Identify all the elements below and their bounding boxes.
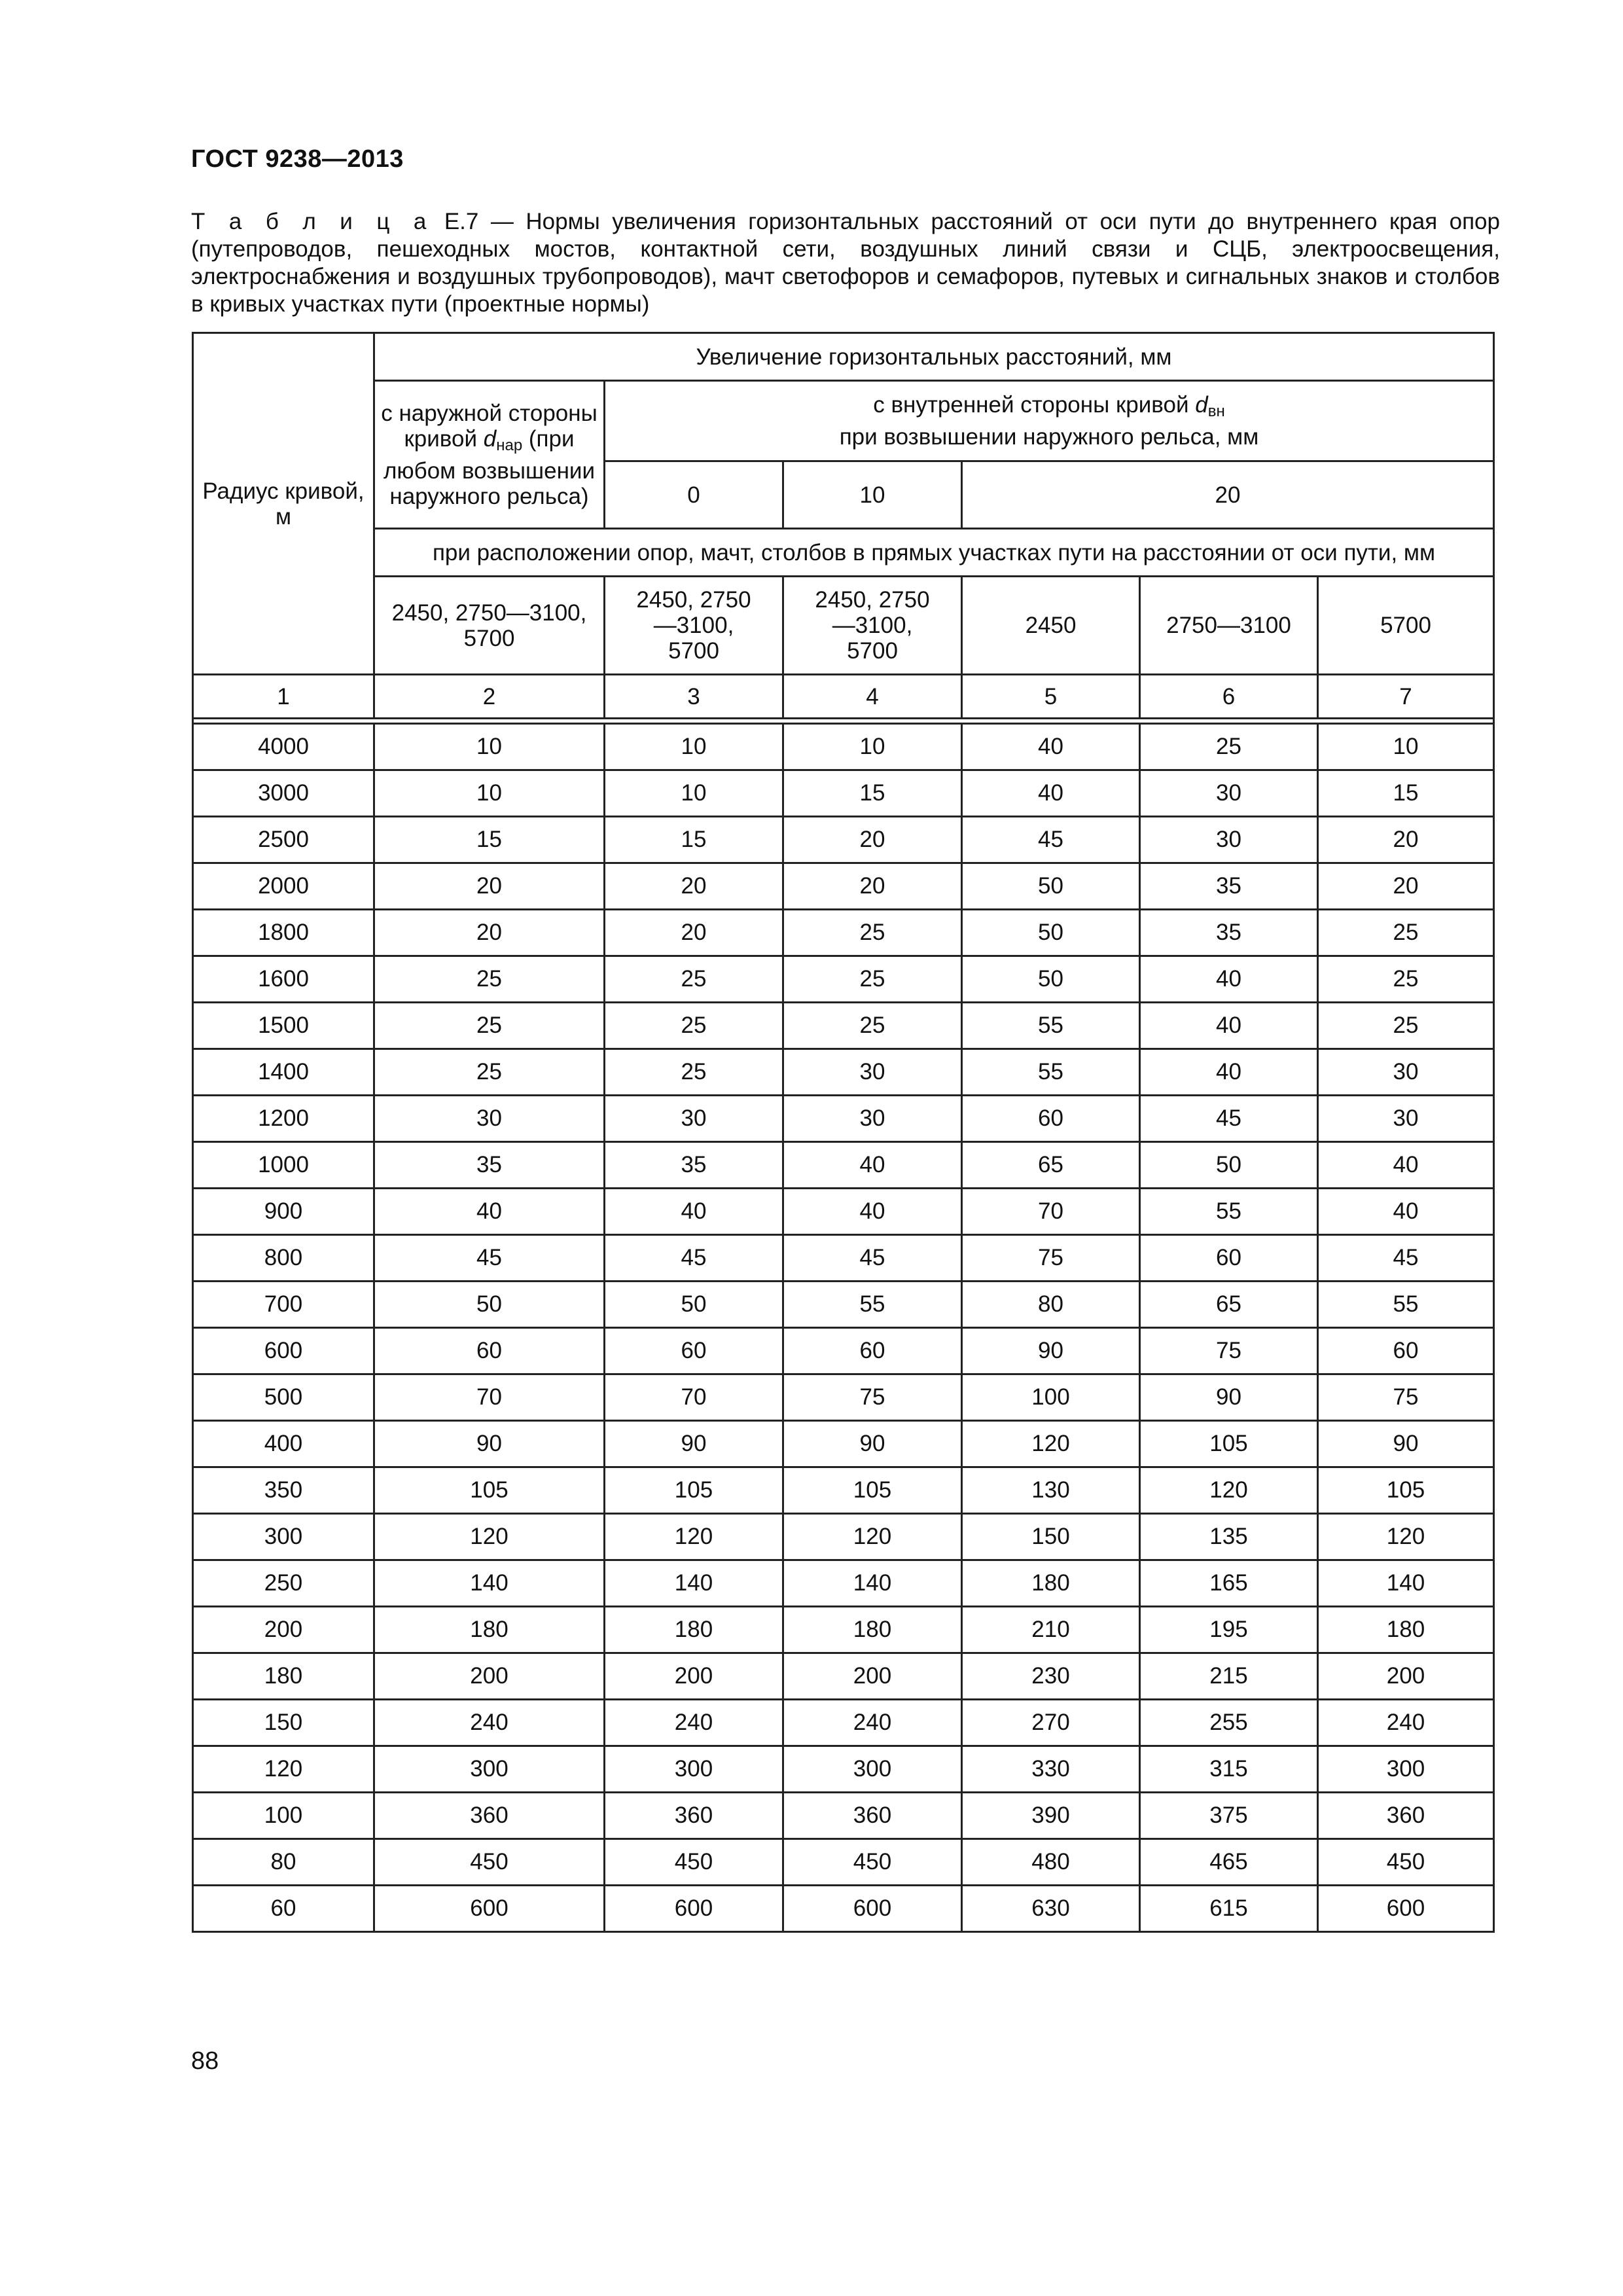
value-cell: 25 (605, 956, 783, 1003)
value-cell: 60 (1318, 1328, 1494, 1374)
value-cell: 120 (962, 1421, 1140, 1467)
value-cell: 120 (783, 1514, 962, 1560)
value-cell: 180 (783, 1607, 962, 1653)
value-cell: 600 (374, 1886, 605, 1932)
value-cell: 75 (1318, 1374, 1494, 1421)
table-row (193, 1421, 1494, 1467)
radius-cell: 80 (193, 1839, 374, 1886)
table-row (193, 1607, 1494, 1653)
value-cell: 50 (374, 1282, 605, 1328)
table-row (193, 1793, 1494, 1839)
value-cell: 615 (1140, 1886, 1318, 1932)
elevation-0: 0 (605, 461, 783, 529)
value-cell: 465 (1140, 1839, 1318, 1886)
radius-cell: 300 (193, 1514, 374, 1560)
norms-table (192, 332, 1495, 1933)
value-cell: 10 (605, 724, 783, 770)
value-cell: 330 (962, 1746, 1140, 1793)
column-number: 2 (374, 675, 605, 719)
table-row (193, 1839, 1494, 1886)
value-cell: 450 (605, 1839, 783, 1886)
value-cell: 75 (962, 1235, 1140, 1282)
value-cell: 120 (374, 1514, 605, 1560)
page-number: 88 (191, 2047, 219, 2075)
value-cell: 55 (1318, 1282, 1494, 1328)
value-cell: 15 (783, 770, 962, 817)
value-cell: 25 (374, 1003, 605, 1049)
distance-col-7: 5700 (1318, 577, 1494, 675)
distance-col-5: 2450 (962, 577, 1140, 675)
value-cell: 65 (962, 1142, 1140, 1189)
value-cell: 40 (1140, 1003, 1318, 1049)
value-cell: 30 (783, 1096, 962, 1142)
radius-cell: 1500 (193, 1003, 374, 1049)
distance-col-4: 2450, 2750—3100, 5700 (783, 577, 962, 675)
radius-cell: 2500 (193, 817, 374, 863)
value-cell: 30 (605, 1096, 783, 1142)
radius-cell: 60 (193, 1886, 374, 1932)
value-cell: 100 (962, 1374, 1140, 1421)
increase-header: Увеличение горизонтальных расстояний, мм (374, 333, 1494, 381)
radius-cell: 700 (193, 1282, 374, 1328)
radius-cell: 350 (193, 1467, 374, 1514)
table-row (193, 1467, 1494, 1514)
value-cell: 50 (605, 1282, 783, 1328)
value-cell: 25 (374, 1049, 605, 1096)
value-cell: 40 (1140, 956, 1318, 1003)
radius-cell: 250 (193, 1560, 374, 1607)
table-row (193, 1328, 1494, 1374)
value-cell: 90 (1318, 1421, 1494, 1467)
value-cell: 90 (605, 1421, 783, 1467)
table-row (193, 1235, 1494, 1282)
value-cell: 50 (1140, 1142, 1318, 1189)
value-cell: 20 (374, 910, 605, 956)
value-cell: 45 (374, 1235, 605, 1282)
value-cell: 35 (605, 1142, 783, 1189)
value-cell: 105 (1140, 1421, 1318, 1467)
value-cell: 180 (374, 1607, 605, 1653)
radius-cell: 150 (193, 1700, 374, 1746)
table-row (193, 863, 1494, 910)
value-cell: 25 (374, 956, 605, 1003)
radius-cell: 600 (193, 1328, 374, 1374)
value-cell: 180 (605, 1607, 783, 1653)
caption-text: Е.7 — Нормы увеличения горизонтальных расстояний от оси пути до внутреннего края опор (путепроводов, пешеходных мостов, контактной сети, воздушных линий связи и СЦБ, электроосвещения, электроснабжения и воздушных трубопроводов), мачт светофоров и семафоров, путевых и сигнальных знаков и столбов в кривых участках пути (проектные нормы) (191, 209, 1500, 317)
value-cell: 180 (1318, 1607, 1494, 1653)
radius-header: Радиус кривой, м (193, 333, 374, 675)
value-cell: 90 (1140, 1374, 1318, 1421)
column-number: 3 (605, 675, 783, 719)
table-row (193, 1142, 1494, 1189)
value-cell: 70 (962, 1189, 1140, 1235)
value-cell: 30 (1140, 817, 1318, 863)
value-cell: 55 (962, 1049, 1140, 1096)
outer-side-pre: с наружной стороны кривой (381, 400, 597, 452)
value-cell: 120 (1318, 1514, 1494, 1560)
value-cell: 600 (1318, 1886, 1494, 1932)
value-cell: 40 (374, 1189, 605, 1235)
value-cell: 600 (605, 1886, 783, 1932)
distance-col-3: 2450, 2750—3100, 5700 (605, 577, 783, 675)
table-row (193, 1189, 1494, 1235)
value-cell: 15 (605, 817, 783, 863)
value-cell: 360 (374, 1793, 605, 1839)
value-cell: 130 (962, 1467, 1140, 1514)
radius-cell: 4000 (193, 724, 374, 770)
value-cell: 240 (1318, 1700, 1494, 1746)
value-cell: 450 (783, 1839, 962, 1886)
value-cell: 15 (1318, 770, 1494, 817)
value-cell: 375 (1140, 1793, 1318, 1839)
value-cell: 105 (374, 1467, 605, 1514)
inner-d: d (1195, 392, 1208, 418)
outer-side-post: (при любом возвышении наружного рельса) (383, 425, 595, 509)
value-cell: 120 (1140, 1467, 1318, 1514)
value-cell: 390 (962, 1793, 1140, 1839)
value-cell: 300 (374, 1746, 605, 1793)
value-cell: 40 (783, 1189, 962, 1235)
table-row (193, 1700, 1494, 1746)
distance-col-6: 2750—3100 (1140, 577, 1318, 675)
outer-d: d (483, 425, 497, 452)
value-cell: 35 (1140, 910, 1318, 956)
radius-cell: 120 (193, 1746, 374, 1793)
value-cell: 50 (962, 910, 1140, 956)
value-cell: 45 (605, 1235, 783, 1282)
value-cell: 40 (605, 1189, 783, 1235)
value-cell: 10 (605, 770, 783, 817)
value-cell: 200 (374, 1653, 605, 1700)
location-header: при расположении опор, мачт, столбов в прямых участках пути на расстоянии от оси пути, мм (374, 529, 1494, 577)
table-row (193, 910, 1494, 956)
value-cell: 25 (1318, 1003, 1494, 1049)
value-cell: 200 (605, 1653, 783, 1700)
value-cell: 40 (1318, 1189, 1494, 1235)
value-cell: 360 (783, 1793, 962, 1839)
table-row (193, 724, 1494, 770)
column-number: 4 (783, 675, 962, 719)
value-cell: 135 (1140, 1514, 1318, 1560)
table-caption (191, 208, 1500, 318)
value-cell: 120 (605, 1514, 783, 1560)
value-cell: 30 (1140, 770, 1318, 817)
value-cell: 90 (962, 1328, 1140, 1374)
value-cell: 90 (374, 1421, 605, 1467)
value-cell: 255 (1140, 1700, 1318, 1746)
value-cell: 10 (1318, 724, 1494, 770)
table-row (193, 817, 1494, 863)
value-cell: 25 (783, 1003, 962, 1049)
value-cell: 25 (1318, 910, 1494, 956)
table-row (193, 1374, 1494, 1421)
inner-side-header (605, 381, 1494, 461)
value-cell: 25 (605, 1003, 783, 1049)
radius-cell: 500 (193, 1374, 374, 1421)
value-cell: 15 (374, 817, 605, 863)
outer-sub: нар (496, 436, 523, 454)
value-cell: 40 (1140, 1049, 1318, 1096)
value-cell: 230 (962, 1653, 1140, 1700)
value-cell: 45 (962, 817, 1140, 863)
table-row (193, 956, 1494, 1003)
value-cell: 450 (374, 1839, 605, 1886)
radius-cell: 1000 (193, 1142, 374, 1189)
value-cell: 240 (605, 1700, 783, 1746)
value-cell: 50 (962, 863, 1140, 910)
value-cell: 80 (962, 1282, 1140, 1328)
value-cell: 30 (783, 1049, 962, 1096)
value-cell: 45 (783, 1235, 962, 1282)
radius-cell: 1600 (193, 956, 374, 1003)
table-row (193, 1003, 1494, 1049)
table-row (193, 1514, 1494, 1560)
value-cell: 240 (783, 1700, 962, 1746)
outer-side-header (374, 381, 605, 529)
table-row (193, 770, 1494, 817)
value-cell: 25 (783, 910, 962, 956)
table-row (193, 1560, 1494, 1607)
value-cell: 30 (1318, 1049, 1494, 1096)
column-number: 1 (193, 675, 374, 719)
value-cell: 20 (1318, 817, 1494, 863)
value-cell: 450 (1318, 1839, 1494, 1886)
value-cell: 60 (605, 1328, 783, 1374)
value-cell: 20 (605, 863, 783, 910)
radius-cell: 100 (193, 1793, 374, 1839)
value-cell: 180 (962, 1560, 1140, 1607)
value-cell: 480 (962, 1839, 1140, 1886)
value-cell: 215 (1140, 1653, 1318, 1700)
value-cell: 60 (962, 1096, 1140, 1142)
value-cell: 200 (783, 1653, 962, 1700)
value-cell: 30 (1318, 1096, 1494, 1142)
value-cell: 70 (374, 1374, 605, 1421)
value-cell: 210 (962, 1607, 1140, 1653)
value-cell: 25 (1140, 724, 1318, 770)
value-cell: 20 (1318, 863, 1494, 910)
value-cell: 40 (962, 724, 1140, 770)
value-cell: 140 (374, 1560, 605, 1607)
value-cell: 140 (605, 1560, 783, 1607)
value-cell: 65 (1140, 1282, 1318, 1328)
radius-cell: 2000 (193, 863, 374, 910)
value-cell: 40 (962, 770, 1140, 817)
table-row (193, 1049, 1494, 1096)
value-cell: 40 (783, 1142, 962, 1189)
value-cell: 30 (374, 1096, 605, 1142)
radius-cell: 200 (193, 1607, 374, 1653)
radius-cell: 1400 (193, 1049, 374, 1096)
value-cell: 360 (1318, 1793, 1494, 1839)
value-cell: 360 (605, 1793, 783, 1839)
value-cell: 105 (1318, 1467, 1494, 1514)
value-cell: 40 (1318, 1142, 1494, 1189)
inner-side-pre: с внутренней стороны кривой (873, 392, 1189, 418)
inner-side-post: при возвышении наружного рельса, мм (839, 424, 1259, 450)
value-cell: 240 (374, 1700, 605, 1746)
value-cell: 300 (605, 1746, 783, 1793)
value-cell: 60 (374, 1328, 605, 1374)
column-number: 5 (962, 675, 1140, 719)
value-cell: 105 (605, 1467, 783, 1514)
value-cell: 195 (1140, 1607, 1318, 1653)
elevation-10: 10 (783, 461, 962, 529)
radius-cell: 400 (193, 1421, 374, 1467)
value-cell: 25 (783, 956, 962, 1003)
radius-cell: 3000 (193, 770, 374, 817)
value-cell: 75 (783, 1374, 962, 1421)
column-numbers-row (193, 675, 1494, 719)
radius-cell: 1800 (193, 910, 374, 956)
value-cell: 20 (783, 817, 962, 863)
table-row (193, 1282, 1494, 1328)
value-cell: 75 (1140, 1328, 1318, 1374)
value-cell: 50 (962, 956, 1140, 1003)
value-cell: 60 (783, 1328, 962, 1374)
column-number: 6 (1140, 675, 1318, 719)
value-cell: 165 (1140, 1560, 1318, 1607)
value-cell: 55 (1140, 1189, 1318, 1235)
value-cell: 140 (1318, 1560, 1494, 1607)
value-cell: 630 (962, 1886, 1140, 1932)
value-cell: 105 (783, 1467, 962, 1514)
value-cell: 150 (962, 1514, 1140, 1560)
value-cell: 55 (783, 1282, 962, 1328)
value-cell: 315 (1140, 1746, 1318, 1793)
value-cell: 35 (1140, 863, 1318, 910)
table-row (193, 1886, 1494, 1932)
value-cell: 25 (1318, 956, 1494, 1003)
value-cell: 55 (962, 1003, 1140, 1049)
radius-cell: 1200 (193, 1096, 374, 1142)
table-row (193, 1653, 1494, 1700)
value-cell: 70 (605, 1374, 783, 1421)
value-cell: 60 (1140, 1235, 1318, 1282)
radius-cell: 900 (193, 1189, 374, 1235)
document-title: ГОСТ 9238—2013 (191, 145, 404, 173)
value-cell: 20 (605, 910, 783, 956)
value-cell: 300 (1318, 1746, 1494, 1793)
value-cell: 90 (783, 1421, 962, 1467)
table-row (193, 1746, 1494, 1793)
caption-prefix: Т а б л и ц а (191, 209, 433, 234)
value-cell: 600 (783, 1886, 962, 1932)
value-cell: 20 (374, 863, 605, 910)
inner-sub: вн (1207, 403, 1225, 420)
value-cell: 10 (374, 724, 605, 770)
radius-cell: 800 (193, 1235, 374, 1282)
value-cell: 10 (374, 770, 605, 817)
radius-cell: 180 (193, 1653, 374, 1700)
distance-col-2: 2450, 2750—3100, 5700 (374, 577, 605, 675)
value-cell: 45 (1140, 1096, 1318, 1142)
value-cell: 200 (1318, 1653, 1494, 1700)
value-cell: 300 (783, 1746, 962, 1793)
column-number: 7 (1318, 675, 1494, 719)
value-cell: 20 (783, 863, 962, 910)
header-separator (193, 719, 1494, 724)
value-cell: 25 (605, 1049, 783, 1096)
value-cell: 35 (374, 1142, 605, 1189)
value-cell: 270 (962, 1700, 1140, 1746)
elevation-20: 20 (962, 461, 1494, 529)
value-cell: 140 (783, 1560, 962, 1607)
value-cell: 10 (783, 724, 962, 770)
value-cell: 45 (1318, 1235, 1494, 1282)
table-row (193, 1096, 1494, 1142)
